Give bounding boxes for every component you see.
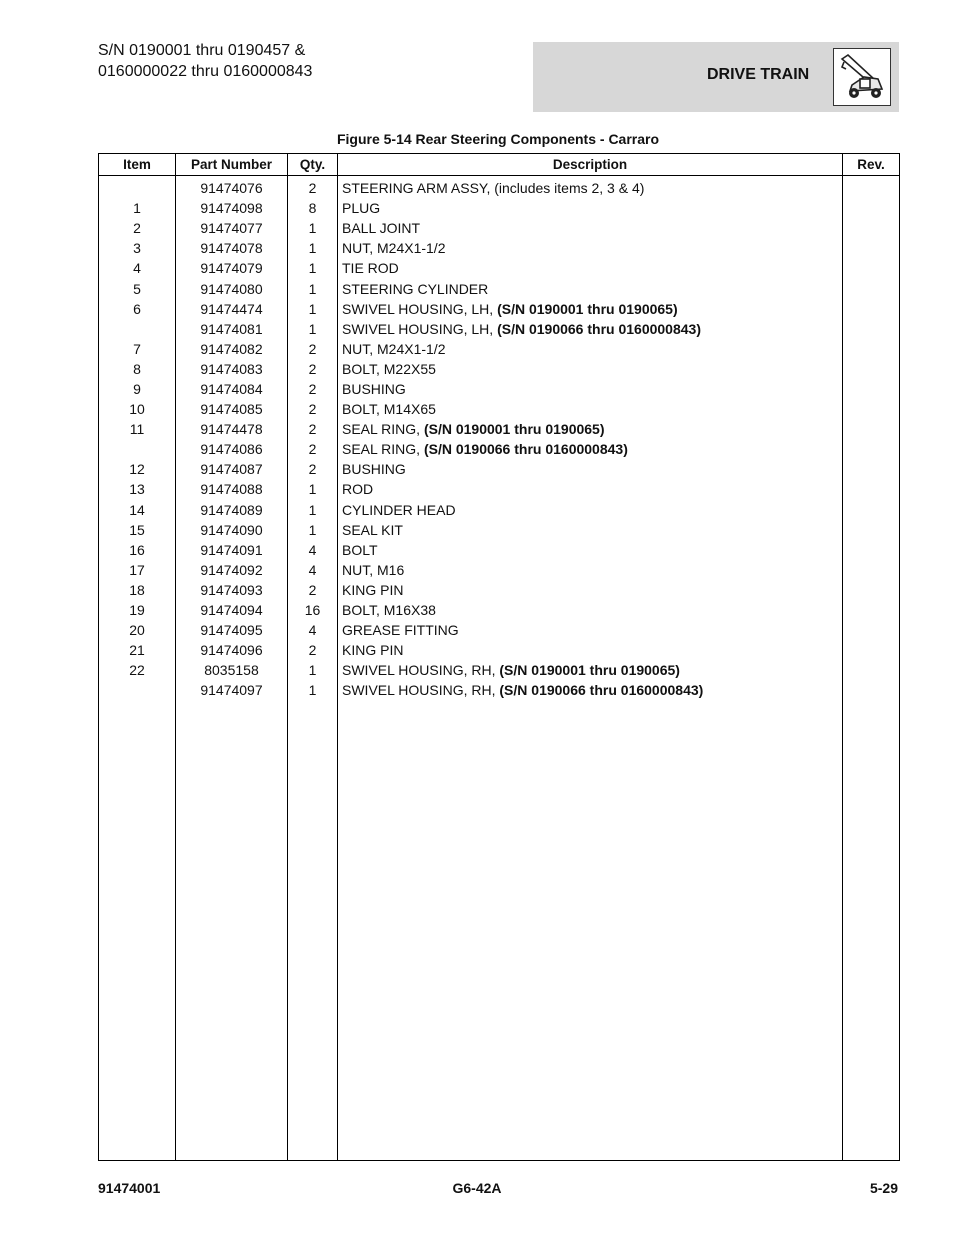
- serial-qualifier: (S/N 0190001 thru 0190065): [499, 662, 680, 679]
- cell-rev: [843, 560, 900, 580]
- cell-part-number: 91474091: [176, 540, 288, 560]
- table-header-row: [99, 154, 900, 176]
- section-header: [533, 42, 899, 112]
- cell-qty: 1: [288, 299, 338, 319]
- serial-line-1: S/N 0190001 thru 0190457 &: [98, 42, 306, 59]
- cell-item: [99, 176, 176, 199]
- cell-qty: 2: [288, 419, 338, 439]
- cell-qty: 1: [288, 520, 338, 540]
- cell-description: [338, 258, 843, 278]
- telehandler-icon: [833, 48, 891, 106]
- cell-rev: [843, 218, 900, 238]
- cell-item: 9: [99, 379, 176, 399]
- description-text: PLUG: [342, 200, 381, 217]
- table-row: [99, 218, 900, 238]
- cell-item: [99, 319, 176, 339]
- table-row: [99, 479, 900, 499]
- description-text: BOLT: [342, 541, 378, 558]
- cell-part-number: 91474096: [176, 640, 288, 660]
- table-row: [99, 620, 900, 640]
- cell-part-number: 91474082: [176, 339, 288, 359]
- cell-item: 12: [99, 459, 176, 479]
- section-title: DRIVE TRAIN: [707, 66, 810, 83]
- cell-item: [99, 439, 176, 459]
- cell-qty: 2: [288, 339, 338, 359]
- cell-rev: [843, 540, 900, 560]
- filler-cell: [843, 700, 900, 1160]
- cell-qty: 2: [288, 176, 338, 199]
- description-text: SWIVEL HOUSING, RH,: [342, 662, 500, 679]
- description-text: TIE ROD: [342, 260, 399, 277]
- table-row: [99, 560, 900, 580]
- cell-part-number: 91474077: [176, 218, 288, 238]
- cell-qty: 2: [288, 439, 338, 459]
- cell-qty: 16: [288, 600, 338, 620]
- table-row: [99, 198, 900, 218]
- cell-part-number: 91474076: [176, 176, 288, 199]
- cell-item: 16: [99, 540, 176, 560]
- cell-qty: 1: [288, 660, 338, 680]
- col-header-item: Item: [99, 154, 176, 176]
- cell-part-number: 8035158: [176, 660, 288, 680]
- description-text: KING PIN: [342, 581, 404, 598]
- table-row: [99, 520, 900, 540]
- cell-rev: [843, 319, 900, 339]
- serial-number-range: [98, 40, 312, 82]
- cell-rev: [843, 258, 900, 278]
- table-row: [99, 359, 900, 379]
- parts-table: [98, 153, 900, 1161]
- cell-rev: [843, 459, 900, 479]
- cell-item: 5: [99, 278, 176, 298]
- table-row: [99, 540, 900, 560]
- cell-part-number: 91474080: [176, 278, 288, 298]
- cell-rev: [843, 198, 900, 218]
- description-text: SWIVEL HOUSING, LH,: [342, 320, 498, 337]
- footer-doc-number: 91474001: [98, 1180, 161, 1196]
- table-row: [99, 600, 900, 620]
- cell-description: [338, 359, 843, 379]
- cell-description: [338, 640, 843, 660]
- cell-qty: 2: [288, 379, 338, 399]
- col-header-qty: Qty.: [288, 154, 338, 176]
- cell-item: 7: [99, 339, 176, 359]
- table-row: [99, 500, 900, 520]
- cell-qty: 2: [288, 580, 338, 600]
- cell-description: [338, 620, 843, 640]
- filler-cell: [99, 700, 176, 1160]
- cell-description: [338, 238, 843, 258]
- cell-description: [338, 540, 843, 560]
- cell-description: [338, 600, 843, 620]
- cell-item: [99, 680, 176, 700]
- cell-rev: [843, 299, 900, 319]
- cell-description: [338, 680, 843, 700]
- cell-item: 2: [99, 218, 176, 238]
- table-row: [99, 319, 900, 339]
- cell-rev: [843, 339, 900, 359]
- cell-qty: 4: [288, 620, 338, 640]
- cell-description: [338, 439, 843, 459]
- table-row: [99, 640, 900, 660]
- cell-description: [338, 419, 843, 439]
- cell-part-number: 91474087: [176, 459, 288, 479]
- cell-qty: 1: [288, 218, 338, 238]
- footer-model: G6-42A: [452, 1180, 502, 1196]
- description-text: SWIVEL HOUSING, LH,: [342, 300, 498, 317]
- cell-item: 10: [99, 399, 176, 419]
- cell-qty: 4: [288, 560, 338, 580]
- description-text: STEERING ARM ASSY, (includes items 2, 3 & 4): [342, 180, 645, 197]
- serial-qualifier: (S/N 0190066 thru 0160000843): [499, 682, 704, 699]
- cell-description: [338, 278, 843, 298]
- cell-part-number: 91474474: [176, 299, 288, 319]
- cell-qty: 1: [288, 258, 338, 278]
- table-row: [99, 419, 900, 439]
- description-text: BOLT, M16X38: [342, 602, 436, 619]
- cell-part-number: 91474085: [176, 399, 288, 419]
- cell-part-number: 91474094: [176, 600, 288, 620]
- cell-rev: [843, 399, 900, 419]
- cell-qty: 1: [288, 479, 338, 499]
- cell-item: 4: [99, 258, 176, 278]
- table-row: [99, 660, 900, 680]
- cell-item: 17: [99, 560, 176, 580]
- table-row: [99, 680, 900, 700]
- cell-rev: [843, 500, 900, 520]
- cell-item: 6: [99, 299, 176, 319]
- cell-rev: [843, 176, 900, 199]
- cell-qty: 4: [288, 540, 338, 560]
- cell-part-number: 91474078: [176, 238, 288, 258]
- table-row: [99, 278, 900, 298]
- cell-item: 8: [99, 359, 176, 379]
- cell-rev: [843, 278, 900, 298]
- cell-part-number: 91474086: [176, 439, 288, 459]
- description-text: BUSHING: [342, 461, 406, 478]
- cell-rev: [843, 640, 900, 660]
- cell-rev: [843, 520, 900, 540]
- cell-qty: 2: [288, 459, 338, 479]
- cell-rev: [843, 580, 900, 600]
- description-text: BOLT, M22X55: [342, 360, 436, 377]
- cell-rev: [843, 419, 900, 439]
- table-row: [99, 238, 900, 258]
- cell-qty: 1: [288, 680, 338, 700]
- cell-description: [338, 520, 843, 540]
- cell-item: 22: [99, 660, 176, 680]
- cell-part-number: 91474093: [176, 580, 288, 600]
- cell-item: 21: [99, 640, 176, 660]
- description-text: BALL JOINT: [342, 220, 421, 237]
- cell-part-number: 91474081: [176, 319, 288, 339]
- figure-title: Figure 5-14 Rear Steering Components - Carraro: [336, 131, 660, 147]
- cell-item: 20: [99, 620, 176, 640]
- col-header-part-number: Part Number: [176, 154, 288, 176]
- description-text: NUT, M16: [342, 561, 405, 578]
- cell-rev: [843, 238, 900, 258]
- cell-rev: [843, 600, 900, 620]
- cell-part-number: 91474089: [176, 500, 288, 520]
- cell-rev: [843, 680, 900, 700]
- description-text: SEAL RING,: [342, 441, 424, 458]
- cell-description: [338, 339, 843, 359]
- cell-rev: [843, 620, 900, 640]
- cell-item: 18: [99, 580, 176, 600]
- table-row: [99, 399, 900, 419]
- cell-part-number: 91474083: [176, 359, 288, 379]
- serial-qualifier: (S/N 0190001 thru 0190065): [497, 300, 678, 317]
- cell-part-number: 91474095: [176, 620, 288, 640]
- cell-description: [338, 176, 843, 199]
- cell-part-number: 91474088: [176, 479, 288, 499]
- cell-qty: 1: [288, 500, 338, 520]
- cell-description: [338, 479, 843, 499]
- description-text: BOLT, M14X65: [342, 401, 436, 418]
- description-text: KING PIN: [342, 642, 404, 659]
- table-row: [99, 379, 900, 399]
- description-text: NUT, M24X1-1/2: [342, 240, 446, 257]
- cell-description: [338, 399, 843, 419]
- cell-item: 14: [99, 500, 176, 520]
- footer-page-number: 5-29: [869, 1180, 898, 1196]
- col-header-rev: Rev.: [843, 154, 900, 176]
- cell-description: [338, 379, 843, 399]
- cell-description: [338, 580, 843, 600]
- table-row: [99, 176, 900, 199]
- serial-qualifier: (S/N 0190066 thru 0160000843): [423, 441, 628, 458]
- description-text: NUT, M24X1-1/2: [342, 340, 446, 357]
- cell-qty: 1: [288, 278, 338, 298]
- filler-cell: [338, 700, 843, 1160]
- cell-part-number: 91474098: [176, 198, 288, 218]
- cell-description: [338, 500, 843, 520]
- serial-line-2: 0160000022 thru 0160000843: [98, 63, 313, 80]
- cell-qty: 1: [288, 319, 338, 339]
- cell-qty: 2: [288, 399, 338, 419]
- cell-part-number: 91474079: [176, 258, 288, 278]
- description-text: SWIVEL HOUSING, RH,: [342, 682, 500, 699]
- cell-description: [338, 299, 843, 319]
- cell-part-number: 91474090: [176, 520, 288, 540]
- description-text: BUSHING: [342, 380, 406, 397]
- cell-description: [338, 319, 843, 339]
- cell-qty: 1: [288, 238, 338, 258]
- description-text: SEAL KIT: [342, 521, 403, 538]
- filler-cell: [288, 700, 338, 1160]
- cell-rev: [843, 359, 900, 379]
- cell-description: [338, 560, 843, 580]
- cell-item: 13: [99, 479, 176, 499]
- cell-part-number: 91474092: [176, 560, 288, 580]
- description-text: STEERING CYLINDER: [342, 280, 489, 297]
- cell-qty: 2: [288, 640, 338, 660]
- description-text: SEAL RING,: [342, 421, 424, 438]
- cell-item: 1: [99, 198, 176, 218]
- cell-item: 15: [99, 520, 176, 540]
- filler-cell: [176, 700, 288, 1160]
- cell-rev: [843, 379, 900, 399]
- cell-description: [338, 459, 843, 479]
- table-filler-row: [99, 700, 900, 1160]
- cell-qty: 8: [288, 198, 338, 218]
- cell-part-number: 91474097: [176, 680, 288, 700]
- col-header-description: Description: [338, 154, 843, 176]
- cell-description: [338, 198, 843, 218]
- cell-rev: [843, 439, 900, 459]
- cell-description: [338, 660, 843, 680]
- table-row: [99, 339, 900, 359]
- description-text: GREASE FITTING: [342, 622, 459, 639]
- table-row: [99, 439, 900, 459]
- cell-rev: [843, 479, 900, 499]
- description-text: ROD: [342, 481, 374, 498]
- cell-item: 11: [99, 419, 176, 439]
- cell-qty: 2: [288, 359, 338, 379]
- cell-part-number: 91474478: [176, 419, 288, 439]
- cell-rev: [843, 660, 900, 680]
- cell-item: 3: [99, 238, 176, 258]
- cell-part-number: 91474084: [176, 379, 288, 399]
- table-row: [99, 459, 900, 479]
- table-row: [99, 580, 900, 600]
- cell-item: 19: [99, 600, 176, 620]
- cell-description: [338, 218, 843, 238]
- table-row: [99, 258, 900, 278]
- description-text: CYLINDER HEAD: [342, 501, 456, 518]
- serial-qualifier: (S/N 0190001 thru 0190065): [423, 421, 605, 438]
- table-row: [99, 299, 900, 319]
- serial-qualifier: (S/N 0190066 thru 0160000843): [497, 320, 701, 337]
